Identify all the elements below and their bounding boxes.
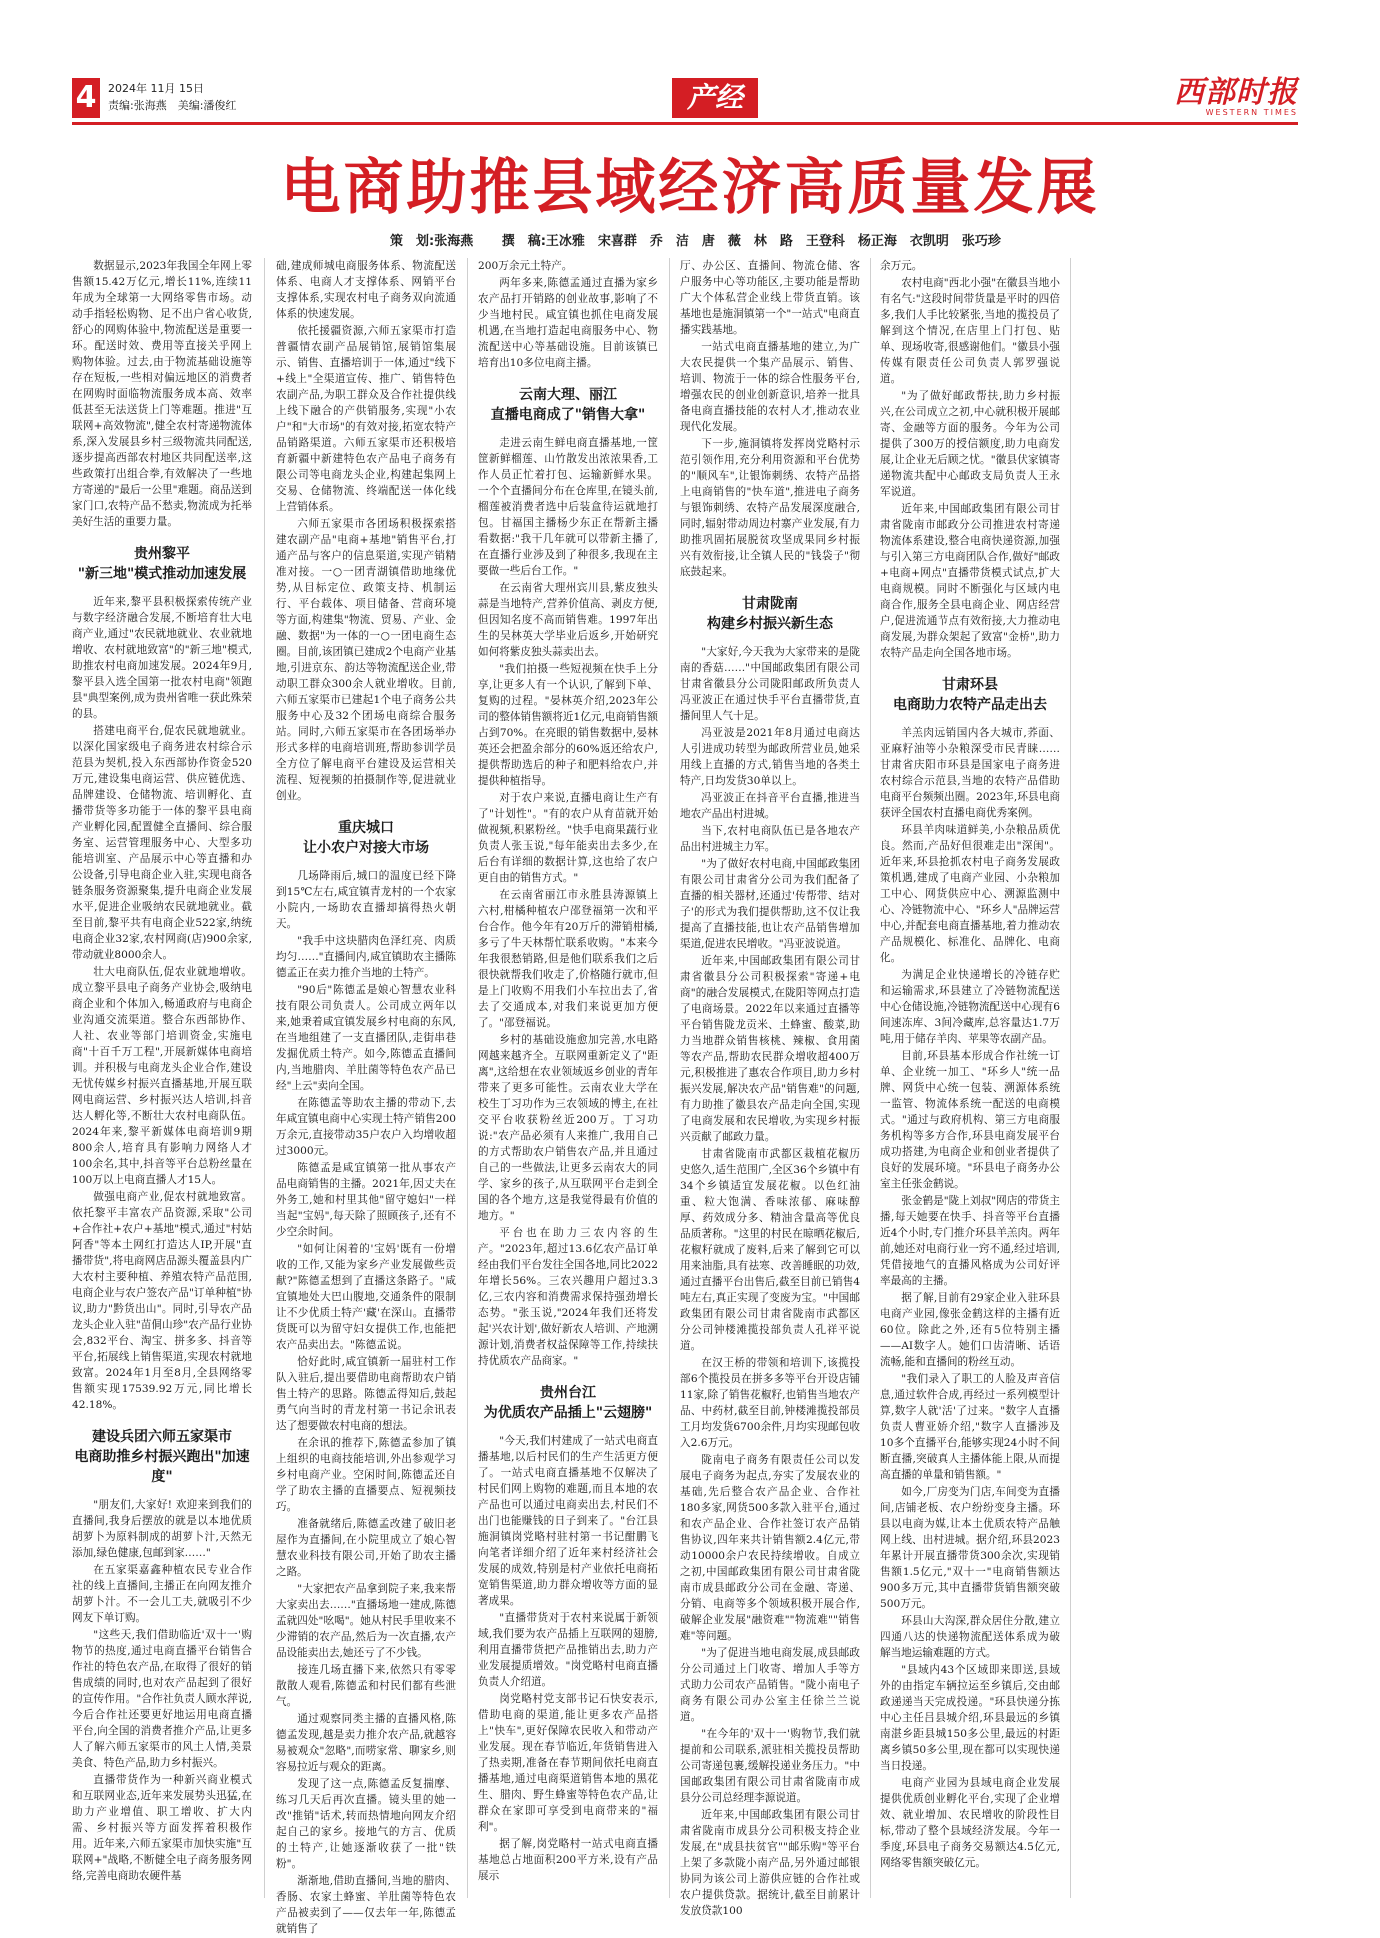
article-credits bbox=[390, 230, 1025, 249]
paragraph: "我手中这块腊肉色泽红亮、肉质均匀……"直播间内,咸宜镇助农主播陈德孟正在卖力推介当地的土特产。 bbox=[276, 935, 456, 979]
subheading-title: 为优质农产品插上"云翅膀" bbox=[483, 1405, 653, 1421]
paragraph: 为满足企业快递增长的冷链存贮和运输需求,环县建立了冷链物流配送中心仓储设施,冷链物流配送中心现有6间速冻库、3间冷藏库,总容量达1.7万吨,用于储存羊肉、苹果等农副产品。 bbox=[880, 969, 1060, 1045]
paragraph: 壮大电商队伍,促农业就地增收。成立黎平县电子商务产业协会,吸纳电商企业和个体加入,畅通政府与电商企业沟通交流渠道。整合东西部协作、人社、农业等部门培训资金,实施电商"十百千万工程",开展新媒体电商培训。并积极与电商龙头企业合作,建设无忧传媒乡村振兴直播基地,开展互联网电商运营、乡村振兴达人培训,抖音达人孵化等,不断壮大农村电商队伍。2024年来,黎平新媒体电商培训9期800余人,培育具有影响力网络人才100余名,其中,抖音等平台总粉丝量在100万以上电商直播人才15人。 bbox=[72, 966, 252, 1186]
column-4 bbox=[680, 258, 860, 1920]
subheading bbox=[276, 818, 456, 858]
paragraph: "为了促进当地电商发展,成县邮政分公司通过上门收寄、增加人手等方式助力公司农产品销售。"陇小南电子商务有限公司办公室主任徐兰兰说道。 bbox=[680, 1647, 860, 1723]
paragraph: 张金鹤是"陇上刘叔"网店的带货主播,每天她要在快手、抖音等平台直播近4个小时,专门推介环县羊羔肉。两年前,她还对电商行业一窍不通,经过培训,凭借接地气的直播风格成为公司好评率最高的主播。 bbox=[880, 1195, 1060, 1287]
paragraph: 近年来,中国邮政集团有限公司甘肃省徽县分公司积极探索"寄递+电商"的融合发展模式,在陇阳等网点打造了电商场景。2022年以来通过直播等平台销售陇龙贡米、土蜂蜜、酸菜,助力当地群众销售核桃、辣椒、食用菌等农产品,帮助农民群众增收超400万元,积极推进了惠农合作项目,助力乡村振兴发展,解决农产品"销售难"的问题,有力助推了徽县农产品走向全国,实现了电商发展和农民增收,为实现乡村振兴贡献了邮政力量。 bbox=[680, 955, 860, 1143]
column-1 bbox=[72, 258, 252, 1885]
paragraph: 200万余元土特产。 bbox=[478, 260, 573, 272]
paragraph: 恰好此时,咸宜镇新一届驻村工作队入驻后,提出要借助电商帮助农户销售土特产的思路。陈德孟得知后,鼓起勇气向当时的青龙村第一书记余讯表达了想要做农村电商的想法。 bbox=[276, 1356, 456, 1432]
paragraph: 农村电商"西北小强"在徽县当地小有名气:"这段时间带货量是平时的四倍多,我们人手比较紧张,当地的揽投员了解到这个情况,在店里上门打包、贴单、现场收寄,很感谢他们。"徽县小强传媒有限责任公司负责人郭罗强说道。 bbox=[880, 277, 1060, 385]
page-number: 4 bbox=[72, 78, 100, 118]
paragraph: 岗党略村党支部书记石快安表示,借助电商的渠道,能让更多农产品搭上"快车",更好保障农民收入和带动产业发展。现在春节临近,年货销售进入了热卖期,准备在春节期间依托电商直播基地,通过电商渠道销售本地的黑花生、腊肉、野生蜂蜜等特色农产品,让群众在家即可享受到电商带来的"福利"。 bbox=[478, 1693, 658, 1833]
masthead-rule bbox=[72, 122, 1298, 125]
subheading-region: 贵州台江 bbox=[540, 1385, 596, 1401]
paragraph: 羊羔肉远销国内各大城市,荞面、亚麻籽油等小杂粮深受市民青睐……甘肃省庆阳市环县是国家电子商务进农村综合示范县,当地的农特产品借助电商平台频频出圈。2023年,环县电商获评全国农村直播电商优秀案例。 bbox=[880, 727, 1060, 819]
paragraph: 发现了这一点,陈德孟反复揣摩、练习几天后再次直播。镜头里的她一改"推销"话术,转而热情地向网友介绍起自己的家乡。接地气的方言、优质的土特产,让她逐渐收获了一批"铁粉"。 bbox=[276, 1778, 456, 1870]
paragraph: 陇南电子商务有限责任公司以发展电子商务为起点,夯实了发展农业的基础,先后整合农产品企业、合作社180多家,网货500多款入驻平台,通过和农产品企业、合作社签订农产品销售协议,四年来共计销售额2.4亿元,带动10000余户农民持续增收。自成立之初,中国邮政集团有限公司甘肃省陇南市成县邮政分公司在金融、寄递、分销、电商等多个领域积极开展合作,破解企业发展"融资难""物流难""销售难"等问题。 bbox=[680, 1454, 860, 1642]
paragraph: 乡村的基础设施愈加完善,水电路网越来越齐全。互联网重新定义了"距离",这给想在农业领域返乡创业的青年带来了更多可能性。云南农业大学在校生丁习功作为三农领域的博主,在社交平台收获粉丝近200万。丁习功说:"农产品必须有人来推广,我用自己的方式帮助农户销售农产品,并且通过自己的一些做法,让更多云南农大的同学、家乡的孩子,从互联网平台走到全国的各个地方,这是我觉得最有价值的地方。" bbox=[478, 1034, 658, 1222]
section-label: 产经 bbox=[686, 81, 743, 114]
issue-date: 2024年 11月 15日 bbox=[108, 82, 204, 95]
paragraph: 六师五家渠市各团场积极探索搭建农副产品"电商+基地"销售平台,打通产品与客户的信息渠道,实现产销精准对接。一○一团青湖镇借助地缘优势,从目标定位、政策支持、机制运行、平台载体、项目储备、营商环境等方面,构建集"物流、贸易、产业、金融、数据"为一体的一○一团电商生态圈。目前,该团镇已建成2个电商产业基地,引进京东、韵达等物流配送企业,带动职工群众300余人就业增收。目前,六师五家渠市已建起1个电子商务公共服务中心及32个团场电商综合服务站。同时,六师五家渠市在各团场举办形式多样的电商培训班,帮助参训学员全方位了解电商平台建设及运营相关流程、短视频的拍摄制作等,促进就业创业。 bbox=[276, 518, 456, 802]
newspaper-logo bbox=[1168, 75, 1298, 118]
paragraph: "直播带货对于农村来说属于新领域,我们要为农产品插上互联网的翅膀,利用直播带货把产品推销出去,助力产业发展提质增效。"岗党略村电商直播负责人介绍道。 bbox=[478, 1612, 658, 1688]
paragraph: 一站式电商直播基地的建立,为广大农民提供一个集产品展示、销售、培训、物流于一体的综合性服务平台,增强农民的创业创新意识,培养一批具备电商直播技能的农村人才,推动农业现代化发展。 bbox=[680, 341, 860, 433]
paragraph: 下一步,施洞镇将发挥岗党略村示范引领作用,充分利用资源和平台优势的"顺风车",让银饰刺绣、农特产品搭上电商销售的"快车道",推进电子商务与银饰刺绣、农特产品发展深度融合,同时,辐射带动周边村寨产业发展,有力助推巩固拓展脱贫攻坚成果同乡村振兴有效衔接,让全镇人民的"钱袋子"彻底鼓起来。 bbox=[680, 438, 860, 578]
paragraph: "这些天,我们借助临近'双十一'购物节的热度,通过电商直播平台销售合作社的特色农产品,在取得了很好的销售成绩的同时,也对农产品起到了很好的宣传作用。"合作社负责人顾水萍说,今后合作社还要更好地运用电商直播平台,向全国的消费者推介产品,让更多人了解六师五家渠市的风土人情,美景美食、特色产品,助力乡村振兴。 bbox=[72, 1629, 252, 1769]
paragraph: 余万元。 bbox=[880, 260, 923, 272]
paragraph: "大家好,今天我为大家带来的是陇南的香菇……"中国邮政集团有限公司甘肃省徽县分公司陇阳邮政所负责人冯亚波正在通过快手平台直播带货,直播间里人气十足。 bbox=[680, 646, 860, 722]
subheading-title: 让小农户对接大市场 bbox=[303, 840, 429, 856]
paragraph: 冯亚波是2021年8月通过电商达人引进成功转型为邮政所营业员,她采用线上直播的方式,销售当地的各类土特产,日均发货30单以上。 bbox=[680, 727, 860, 787]
paragraph: 在五家渠嘉鑫种植农民专业合作社的线上直播间,主播正在向网友推介胡萝卜汁。不一会儿工夫,就吸引不少网友下单订购。 bbox=[72, 1564, 252, 1624]
paragraph: "朋友们,大家好! 欢迎来到我们的直播间,我身后摆放的就是以本地优质胡萝卜为原料制成的胡萝卜汁,天然无添加,绿色健康,包邮到家……" bbox=[72, 1499, 252, 1559]
paragraph: 冯亚波正在抖音平台直播,推进当地农产品出村进城。 bbox=[680, 792, 860, 820]
paragraph: 在余讯的推荐下,陈德孟参加了镇上组织的电商技能培训,外出参观学习乡村电商产业。空闲时间,陈德孟还自学了助农主播的直播要点、短视频技巧。 bbox=[276, 1437, 456, 1513]
paragraph: 当下,农村电商队伍已是各地农产品出村进城主力军。 bbox=[680, 825, 860, 853]
paragraph: 厅、办公区、直播间、物流仓储、客户服务中心等功能区,主要功能是帮助广大个体私营企业线上带货直销。该基地也是施洞镇第一个"一站式"电商直播实践基地。 bbox=[680, 260, 860, 336]
planning-credit: 策 划:张海燕 bbox=[390, 234, 474, 249]
paragraph: 做强电商产业,促农村就地致富。依托黎平丰富农产品资源,采取"公司+合作社+农户+基地"模式,通过"村姑阿香"等本土网红打造达人IP,开展"直播带货",将电商网店品源头覆盖县内广大农村主要种植、养殖农特产品范围,电商企业与农户签农产品"订单种植"协议,助力"黔货出山"。同时,引导农产品龙头企业入驻"苗侗山珍"农产品行业协会,832平台、淘宝、拼多多、抖音等平台,拓展线上销售渠道,实现农村就地致富。2024年1月至8月,全县网络零售额实现17539.92万元,同比增长42.18%。 bbox=[72, 1191, 252, 1411]
column-divider bbox=[467, 258, 468, 1898]
subheading-title: 直播电商成了"销售大拿" bbox=[490, 407, 646, 423]
paragraph: 走进云南生鲜电商直播基地,一筐筐新鲜榴莲、山竹散发出浓浓果香,工作人员正忙着打包、运输新鲜水果。一个个直播间分布在仓库里,在镜头前,榴莲被消费者选中后装盒待运就地打包。甘福国主播杨少东正在帮新主播看数据:"我干几年就可以带新主播了,在直播行业涉及到了种很多,我现在主要做一些后台工作。" bbox=[478, 437, 658, 577]
paragraph: "如何让闲着的'宝妈'既有一份增收的工作,又能为家乡产业发展做些贡献?"陈德孟想到了直播这条路子。"咸宜镇地处大巴山腹地,交通条件的限制让不少优质土特产'藏'在深山。直播带货既可以为留守妇女提供工作,也能把农产品卖出去。"陈德孟说。 bbox=[276, 1243, 456, 1351]
column-divider bbox=[669, 258, 670, 1898]
paragraph: 渐渐地,借助直播间,当地的腊肉、香肠、农家土蜂蜜、羊肚菌等特色农产品被卖到了——仅去年一年,陈德孟就销售了 bbox=[276, 1875, 456, 1935]
paragraph: 几场降雨后,城口的温度已经下降到15℃左右,咸宜镇青龙村的一个农家小院内,一场助农直播却搞得热火朝天。 bbox=[276, 870, 456, 930]
paragraph: 环县山大沟深,群众居住分散,建立四通八达的快递物流配送体系成为破解当地运输难题的方式。 bbox=[880, 1615, 1060, 1659]
paragraph: "今天,我们村建成了一站式电商直播基地,以后村民们的生产生活更方便了。一站式电商直播基地不仅解决了村民们网上购物的难题,而且本地的农产品也可以通过电商卖出去,村民们不出门也能赚钱的日子到来了。"台江县施洞镇岗党略村驻村第一书记酣鹏飞向笔者详细介绍了近年来村经济社会发展的成效,特别是村产业依托电商拓宽销售渠道,助力群众增收等方面的显著成果。 bbox=[478, 1435, 658, 1607]
paragraph: 搭建电商平台,促农民就地就业。以深化国家级电子商务进农村综合示范县为契机,投入东西部协作资金520万元,建设集电商运营、供应链优选、品牌建设、仓储物流、培训孵化、直播带货等多功能于一体的黎平县电商产业孵化园,配置健全直播间、综合服务室、运营管理服务中心、大型多功能培训室、产品展示中心等直播和办公设备,引导电商企业入驻,实现电商各链条服务资源聚集,提升电商企业发展水平,促进企业吸纳农民就地就业。截至目前,黎平共有电商企业522家,纳统电商企业32家,农村网商(店)900余家,带动就业8000余人。 bbox=[72, 725, 252, 961]
paragraph: 目前,环县基本形成合作社统一订单、企业统一加工、"环乡人"统一品牌、网货中心统一包装、溯源体系统一监管、物流体系统一配送的电商模式。"通过与政府机构、第三方电商服务机构等多方合作,环县电商发展平台成功搭建,为电商企业和创业者提供了良好的发展环境。"环县电子商务办公室主任张金鹤说。 bbox=[880, 1050, 1060, 1190]
subheading bbox=[72, 544, 252, 584]
column-2 bbox=[276, 258, 456, 1938]
paragraph: "我们拍摄一些短视频在快手上分享,让更多人有一个认识,了解到下单、复购的过程。"晏林英介绍,2023年公司的整体销售额将近1亿元,电商销售额占到70%。在亮眼的销售数据中,晏林英还会把盈余部分的60%返还给农户,提供帮助选后的种子和肥料给农户,并提供种植指导。 bbox=[478, 663, 658, 787]
subheading-region: 甘肃环县 bbox=[942, 677, 998, 693]
editor-credits: 责编:张海燕 美编:潘俊红 bbox=[108, 99, 237, 112]
paragraph: 电商产业园为县域电商企业发展提供优质创业孵化平台,实现了企业增效、就业增加、农民增收的阶段性目标,带动了整个县域经济发展。今年一季度,环县电子商务交易额达4.5亿元,网络零售额突破亿元。 bbox=[880, 1777, 1060, 1869]
paragraph: 在云南省丽江市永胜县涛源镇上六村,柑橘种植农户邵登福第一次和平台合作。他今年有20万斤的滞销柑橘,多亏了牛天林帮忙联系收购。"本来今年我很愁销路,但是他们联系我们之后很快就帮我们收走了,价格随行就市,但是上门收购不用我们小车拉出去了,省去了交通成本,对我们来说更加方便了。"邵登福说。 bbox=[478, 889, 658, 1029]
paragraph: 在陈德孟等助农主播的带动下,去年咸宜镇电商中心实现土特产销售200万余元,直接带动35户农户入均增收超过3000元。 bbox=[276, 1097, 456, 1157]
writer-credit: 撰 稿:王冰雅 宋喜群 乔 洁 唐 薇 林 路 王登科 杨正海 衣凯明 张巧珍 bbox=[501, 234, 1001, 249]
paragraph: 在汉王桥的带领和培训下,该揽投部6个揽投员在拼多多等平台开设店铺11家,除了销售花椒籽,也销售当地农产品、中药材,截至目前,钟楼滩揽投部员工月均发货6700余件,月均实现邮包收入2.6万元。 bbox=[680, 1357, 860, 1449]
column-5 bbox=[880, 258, 1060, 1872]
column-divider bbox=[1070, 258, 1071, 1898]
paragraph: 如今,厂房变为门店,车间变为直播间,店铺老板、农户纷纷变身主播。环县以电商为媒,让本土优质农特产品触网上线、出村进城。据介绍,环县2023年累计开展直播带货300余次,实现销售额1.5亿元,"双十一"电商销售额达900多万元,其中直播带货销售额突破500万元。 bbox=[880, 1486, 1060, 1610]
paragraph: 对于农户来说,直播电商让生产有了"计划性"。"有的农户从育苗就开始做视频,积累粉丝。"快手电商果蔬行业负责人张玉说,"每年能卖出去多少,在后台有详细的数据计算,这也给了农户更自由的销售方式。" bbox=[478, 792, 658, 884]
paragraph: 据了解,目前有29家企业入驻环县电商产业园,像张金鹤这样的主播有近60位。除此之外,还有5位特别主播——AI数字人。她们口齿清晰、话语流畅,能和直播间的粉丝互动。 bbox=[880, 1292, 1060, 1368]
column-divider bbox=[264, 258, 265, 1898]
paragraph: 近年来,中国邮政集团有限公司甘肃省陇南市邮政分公司推进农村寄递物流体系建设,整合电商快递资源,加强与引入第三方电商团队合作,做好"邮政+电商+网点"直播带货模式试点,扩大电商规模。同时不断强化与区域内电商合作,服务全县电商企业、网店经营户,促进流通节点有效衔接,大力推动电商发展,为群众架起了致富"金桥",助力农特产品走向全国各地市场。 bbox=[880, 503, 1060, 659]
paragraph: 据了解,岗党略村一站式电商直播基地总占地面积200平方米,设有产品展示 bbox=[478, 1838, 658, 1882]
subheading bbox=[72, 1427, 252, 1487]
subheading-region: 贵州黎平 bbox=[134, 546, 190, 562]
subheading bbox=[680, 594, 860, 634]
subheading-region: 云南大理、丽江 bbox=[519, 387, 617, 403]
subheading-region: 重庆城口 bbox=[338, 820, 394, 836]
paragraph: "县域内43个区域即来即送,县域外的由指定车辆拉运至乡镇后,交由邮政递递当天完成投递。"环县快递分拣中心主任吕县城介绍,环县最远的乡镇南湛乡距县城150多公里,最远的村距离乡镇50多公里,现在都可以实现快递当日投递。 bbox=[880, 1664, 1060, 1772]
paragraph: 平台也在助力三农内容的生产。"2023年,超过13.6亿农产品订单经由我们平台发往全国各地,同比2022年增长56%。三农兴趣用户超过3.3亿,三农内容和消费需求保持强劲增长态势。"张玉说,"2024年我们还将发起'兴农计划',做好新农人培训、产地溯源计划,消费者权益保障等工作,持续扶持优质农产品商家。" bbox=[478, 1227, 658, 1367]
paragraph: 在云南省大理州宾川县,紫皮独头蒜是当地特产,营养价值高、剥皮方便,但因知名度不高而销售难。1997年出生的吴林英大学毕业后返乡,开始研究如何将紫皮独头蒜卖出去。 bbox=[478, 582, 658, 658]
subheading-title: 构建乡村振兴新生态 bbox=[707, 616, 833, 632]
paragraph: "我们录入了职工的人脸及声音信息,通过软件合成,再经过一系列模型计算,数字人就'活'了过来。"数字人直播负责人曹亚娇介绍,"数字人直播涉及10多个直播平台,能够实现24小时不间断直播,突破真人主播体能上限,从而提高直播的单量和销售额。" bbox=[880, 1373, 1060, 1481]
paragraph: "为了做好农村电商,中国邮政集团有限公司甘肃省分公司为我们配备了直播的相关器材,还通过'传帮带、结对子'的形式为我们提供帮助,这不仅让我提高了直播技能,也让农产品销售增加渠道,促进农民增收。"冯亚波说道。 bbox=[680, 858, 860, 950]
subheading bbox=[478, 385, 658, 425]
masthead bbox=[72, 75, 1298, 118]
paragraph: 甘肃省陇南市武都区栽植花椒历史悠久,适生范围广,全区36个乡镇中有34个乡镇适宜发展花椒。以色红油重、粒大饱满、香味浓郁、麻味醇厚、药效成分多、精油含量高等优良品质著称。"这里的村民在晾晒花椒后,花椒籽就成了废料,后来了解到它可以用来油脂,具有祛寒、改善睡眠的功效,通过直播平台出售后,截至目前已销售4吨左右,真正实现了变废为宝。"中国邮政集团有限公司甘肃省陇南市武都区分公司钟楼滩揽投部负责人孔祥平说道。 bbox=[680, 1148, 860, 1352]
subheading-title: 电商助推乡村振兴跑出"加速度" bbox=[74, 1449, 250, 1485]
paragraph: 直播带货作为一种新兴商业模式和互联网业态,近年来发展势头迅猛,在助力产业增值、职工增收、扩大内需、乡村振兴等方面发挥着积极作用。近年来,六师五家渠市加快实施"互联网+"战略,不断健全电子商务服务网络,完善电商助农硬件基 bbox=[72, 1774, 252, 1882]
logo-subtext: WESTERN TIMES bbox=[1205, 108, 1298, 117]
column-3 bbox=[478, 258, 658, 1885]
paragraph: 近年来,中国邮政集团有限公司甘肃省陇南市成县分公司积极支持企业发展,在"成县扶贫官""邮乐购"等平台上架了多款陇小南产品,另外通过邮银协同为该公司上游供应链的合作社或农户提供贷款。据统计,截至目前累计发放贷款100 bbox=[680, 1809, 860, 1917]
paragraph: 接连几场直播下来,依然只有零零散散人观看,陈德孟和村民们都有些泄气。 bbox=[276, 1664, 456, 1708]
paragraph: 环县羊肉味道鲜美,小杂粮品质优良。然而,产品好但很难走出"深闺"。近年来,环县抢抓农村电子商务发展政策机遇,建成了电商产业园、小杂粮加工中心、网货供应中心、溯源监测中心、冷链物流中心、"环乡人"品牌运营中心,并配套电商直播基地,着力推动农产品规模化、标准化、品牌化、电商化。 bbox=[880, 824, 1060, 964]
paragraph: "为了做好邮政帮扶,助力乡村振兴,在公司成立之初,中心就积极开展邮寄、金融等方面的服务。今年为公司提供了300万的授信额度,助力电商发展,让企业无后顾之忧。"徽县伏家镇寄递物流共配中心邮政支局负责人王永军说道。 bbox=[880, 390, 1060, 498]
paragraph: 准备就绪后,陈德孟改建了破旧老屋作为直播间,在小院里成立了娘心智慧农业科技有限公司,开始了助农主播之路。 bbox=[276, 1518, 456, 1578]
section-badge bbox=[672, 78, 758, 118]
paragraph: "在今年的'双十一'购物节,我们就提前和公司联系,派驻相关揽投员帮助公司寄递包裹,缓解投递业务压力。"中国邮政集团有限公司甘肃省陇南市成县分公司总经理李源说道。 bbox=[680, 1728, 860, 1804]
paragraph: "90后"陈德孟是娘心智慧农业科技有限公司负责人。公司成立两年以来,她秉着咸宜镇发展乡村电商的东风,在当地组建了一支直播团队,走街串巷发掘优质土特产。如今,陈德孟直播间内,当地腊肉、羊肚菌等特色农产品已经"上云"卖向全国。 bbox=[276, 984, 456, 1092]
subheading-title: "新三地"模式推动加速发展 bbox=[77, 566, 247, 582]
subheading-title: 电商助力农特产品走出去 bbox=[893, 697, 1047, 713]
subheading bbox=[478, 1383, 658, 1423]
logo-text: 西部时报 bbox=[1174, 75, 1298, 110]
subheading-region: 甘肃陇南 bbox=[742, 596, 798, 612]
column-divider bbox=[870, 258, 871, 1898]
paragraph: 数据显示,2023年我国全年网上零售额15.42万亿元,增长11%,连续11年成为全球第一大网络零售市场。动动手指轻松购物、足不出户省心收货,舒心的网购体验中,物流配送是重要一环。配送时效、费用等直接关乎网上购物体验。过去,由于物流基础设施等存在短板,一些相对偏远地区的消费者在网购时面临物流服务成本高、效率低甚至无法送货上门等难题。推进"互联网+高效物流",健全农村寄递物流体系,深入发展县乡村三级物流共同配送,逐步提高西部农村地区共同配送率,这些政策打出组合拳,有效解决了一些地方寄递的"最后一公里"难题。商品送到家门口,农特产品不愁卖,物流成为托举美好生活的重要力量。 bbox=[72, 260, 252, 528]
paragraph: 通过观察同类主播的直播风格,陈德孟发现,越是卖力推介农产品,就越容易被观众"忽略",而唠家常、聊家乡,则容易拉近与观众的距离。 bbox=[276, 1713, 456, 1773]
subheading bbox=[880, 675, 1060, 715]
paragraph: 近年来,黎平县积极探索传统产业与数字经济融合发展,不断培育壮大电商产业,通过"农民就地就业、农业就地增收、农村就地致富"的"新三地"模式,助推农村电商加速发展。2024年9月,黎平县入选全国第一批农村电商"领跑县"典型案例,成为贵州省唯一获此殊荣的县。 bbox=[72, 596, 252, 720]
paragraph: 两年多来,陈德孟通过直播为家乡农产品打开销路的创业故事,影响了不少当地村民。咸宜镇也抓住电商发展机遇,在当地打造起电商服务中心、物流配送中心等基础设施。目前该镇已培育出10多位电商主播。 bbox=[478, 277, 658, 369]
page-headline: 电商助推县域经济高质量发展 bbox=[280, 153, 1100, 223]
paragraph: 陈德孟是咸宜镇第一批从事农产品电商销售的主播。2021年,因丈夫在外务工,她和村里其他"留守媳妇"一样当起"宝妈",每天除了照顾孩子,还有不少空余时间。 bbox=[276, 1162, 456, 1238]
paragraph: "大家把农产品拿到院子来,我来帮大家卖出去……"直播场地一建成,陈德孟就四处"吆喝"。她从村民手里收来不少滞销的农产品,然后为一次直播,农产品设能卖出去,她还亏了不少钱。 bbox=[276, 1583, 456, 1659]
paragraph: 依托援疆资源,六师五家渠市打造普疆情农副产品展销馆,展销馆集展示、销售、直播培训于一体,通过"线下+线上"全渠道宣传、推广、销售特色农副产品,为职工群众及合作社提供线上线下融合的产供销服务,实现"小农户"和"大市场"的有效对接,拓宽农特产品销路渠道。六师五家渠市还积极培育新疆中新建特色农产品电子商务有限公司等电商龙头企业,构建起集网上交易、仓储物流、终端配送一体化线上营销体系。 bbox=[276, 325, 456, 513]
paragraph: 础,建成师城电商服务体系、物流配送体系、电商人才支撑体系、网销平台支撑体系,实现农村电子商务双向流通体系的快速发展。 bbox=[276, 260, 456, 320]
subheading-region: 建设兵团六师五家渠市 bbox=[92, 1429, 232, 1445]
